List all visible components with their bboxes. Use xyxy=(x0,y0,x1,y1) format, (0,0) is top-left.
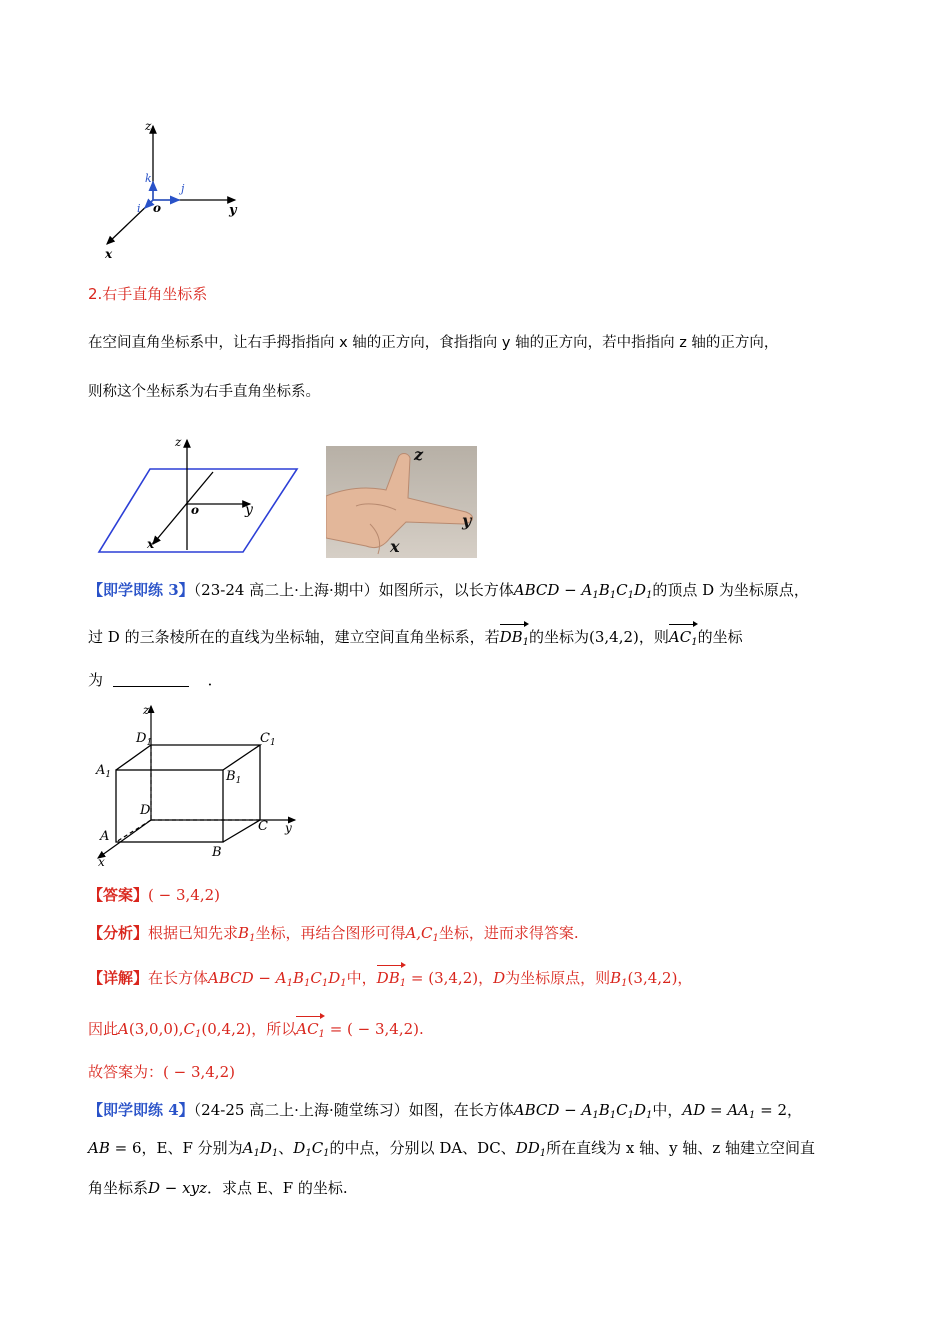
vertex-C1: $C_1$ xyxy=(260,731,276,748)
vector-AC1: $AC_1$ xyxy=(296,1019,325,1045)
vertex-D: D xyxy=(140,803,151,818)
cuboid-name: ABCD − $A_1B_1C_1D_1$ xyxy=(513,581,653,601)
answer-line xyxy=(88,885,220,905)
answer-blank xyxy=(113,672,189,687)
analysis-line: 【分析】根据已知先求$B_1$坐标，再结合图形可得$A,C_1$坐标，进而求得答案. xyxy=(88,924,579,944)
exercise-source: （23-24 高二上·上海·期中）如图所示，以长方体 xyxy=(193,581,514,599)
axis-x-label: x xyxy=(105,247,113,261)
axis-x-label: x xyxy=(98,855,105,869)
exercise-text: 的顶点 D 为坐标原点， xyxy=(652,581,809,599)
exercise-4-line-2: AB = 6，E、F 分别为$A_1D_1$、$D_1C_1$的中点，分别以 DA、DC、$DD_1$所在直线为 x 轴、y 轴、z 轴建立空间直 xyxy=(88,1139,816,1159)
hand-y-label: y xyxy=(462,511,472,530)
axis-z-label: z xyxy=(143,703,150,717)
answer-value: ( − 3,4,2) xyxy=(148,886,220,904)
vertex-C: C xyxy=(258,819,268,834)
right-hand-photo xyxy=(326,446,477,558)
vector-DB1: $DB_1$ xyxy=(377,968,406,994)
exercise-4-line-1: 【即学即练 4】（24-25 高二上·上海·随堂练习）如图，在长方体ABCD − $A_1B_1C_1D_1$中，AD = $AA_1 = 2$， xyxy=(88,1101,803,1121)
detail-line-1: 【详解】在长方体ABCD − $A_1B_1C_1D_1$中，$DB_1 = (3,4,2)$，D为坐标原点，则$B_1(3,4,2)$， xyxy=(88,968,692,994)
definition-line-2: 则称这个坐标系为右手直角坐标系。 xyxy=(88,384,320,400)
vertex-B: B xyxy=(212,845,222,860)
section-heading: 2.右手直角坐标系 xyxy=(88,285,208,303)
axis-y-label: y xyxy=(229,203,237,218)
exercise-3-line-2: 过 D 的三条棱所在的直线为坐标轴，建立空间直角坐标系，若$DB_1$的坐标为(3,4,2)，则$AC_1$的坐标 xyxy=(88,627,743,653)
axis-z-label: z xyxy=(145,119,152,133)
origin-label: o xyxy=(153,201,162,215)
detail-line-3: 故答案为：( − 3,4,2) xyxy=(88,1063,235,1081)
exercise-tag: 【即学即练 3】 xyxy=(88,581,194,599)
answer-tag: 【答案】 xyxy=(88,886,149,904)
hand-illustration xyxy=(326,446,477,558)
axis-y-label: y xyxy=(245,502,253,518)
unit-i-label: i xyxy=(137,202,141,215)
axis-z-label: z xyxy=(175,435,182,449)
hand-x-label: x xyxy=(390,537,400,556)
vertex-D1: $D_1$ xyxy=(136,731,153,748)
vertex-B1: $B_1$ xyxy=(226,769,242,786)
figure-plane-axes xyxy=(95,432,305,557)
exercise-tag: 【即学即练 4】 xyxy=(88,1101,194,1119)
exercise-3-line-1 xyxy=(88,580,809,606)
axis-x-label: x xyxy=(147,537,155,551)
axis-y-label: y xyxy=(285,821,292,835)
figure-axes-unit-vectors xyxy=(95,112,265,262)
vertex-A1: $A_1$ xyxy=(96,763,112,780)
exercise-4-line-3: 角坐标系D − xyz．求点 E、F 的坐标. xyxy=(88,1179,348,1197)
definition-line-1: 在空间直角坐标系中，让右手拇指指向 x 轴的正方向，食指指向 y 轴的正方向，若中指指向 z 轴的正方向， xyxy=(88,335,779,351)
hand-z-label: z xyxy=(414,446,424,464)
vector-DB1: $DB_1$ xyxy=(500,627,529,653)
exercise-3-line-3: 为 ． xyxy=(88,671,223,689)
unit-k-label: k xyxy=(145,172,152,185)
unit-j-label: j xyxy=(181,182,185,195)
origin-label: o xyxy=(191,503,200,517)
detail-line-2: 因此$A(3,0,0),C_1(0,4,2)$，所以$AC_1$ = ( − 3,4,2). xyxy=(88,1019,424,1045)
figure-cuboid xyxy=(90,700,305,870)
vertex-A: A xyxy=(100,829,110,844)
vector-AC1: $AC_1$ xyxy=(669,627,698,653)
